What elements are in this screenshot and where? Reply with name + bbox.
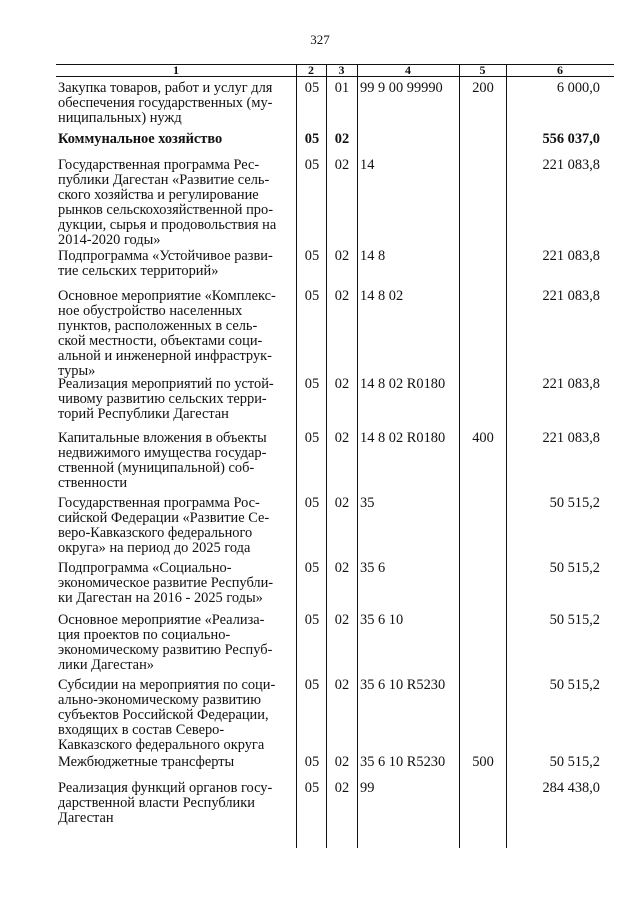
row-section: 05 bbox=[304, 430, 320, 446]
name-line: туры» bbox=[58, 363, 96, 379]
name-line: публики Дагестан «Развитие сель- bbox=[58, 172, 270, 188]
row-amount: 50 515,2 bbox=[549, 560, 600, 576]
column-divider bbox=[357, 64, 358, 848]
header-col-1: 1 bbox=[173, 63, 179, 77]
header-col-5: 5 bbox=[479, 63, 486, 77]
row-name bbox=[58, 431, 292, 491]
column-divider bbox=[506, 64, 507, 848]
name-line: дарственной власти Республики bbox=[58, 795, 255, 811]
name-line: рынков сельскохозяйственной про- bbox=[58, 202, 273, 218]
row-subsection: 01 bbox=[334, 80, 350, 96]
row-amount: 6 000,0 bbox=[556, 80, 600, 96]
row-section: 05 bbox=[304, 288, 320, 304]
name-line: обеспечения государственных (му- bbox=[58, 95, 273, 111]
row-amount: 50 515,2 bbox=[549, 612, 600, 628]
name-line: ниципальных) нужд bbox=[58, 110, 182, 126]
name-line: ное обустройство населенных bbox=[58, 303, 243, 319]
row-subsection: 02 bbox=[334, 780, 350, 796]
name-line: дукции, сырья и продовольствия на bbox=[58, 217, 277, 233]
name-line: экономическому развитию Респуб- bbox=[58, 642, 273, 658]
row-name bbox=[58, 561, 292, 606]
header-col-3: 3 bbox=[338, 63, 345, 77]
row-target: 99 9 00 99990 bbox=[360, 80, 443, 96]
row-amount: 50 515,2 bbox=[549, 677, 600, 693]
row-subsection: 02 bbox=[334, 288, 350, 304]
row-target: 14 bbox=[360, 157, 375, 173]
name-line: ского хозяйства и регулирование bbox=[58, 187, 259, 203]
row-target: 35 6 10 R5230 bbox=[360, 677, 446, 693]
row-expense-type: 200 bbox=[472, 80, 494, 96]
row-section: 05 bbox=[304, 495, 320, 511]
row-amount: 221 083,8 bbox=[542, 288, 600, 304]
name-line: входящих в состав Северо- bbox=[58, 722, 225, 738]
row-target: 14 8 02 bbox=[360, 288, 404, 304]
name-line: торий Республики Дагестан bbox=[58, 406, 229, 422]
row-target: 14 8 bbox=[360, 248, 386, 264]
row-target: 14 8 02 R0180 bbox=[360, 376, 446, 392]
row-name bbox=[58, 249, 292, 279]
row-name bbox=[58, 158, 292, 248]
row-subsection: 02 bbox=[334, 754, 350, 770]
column-divider bbox=[459, 64, 460, 848]
row-expense-type: 400 bbox=[472, 430, 494, 446]
row-name bbox=[58, 132, 292, 147]
header-col-4: 4 bbox=[405, 63, 411, 77]
row-section: 05 bbox=[304, 612, 320, 628]
row-subsection: 02 bbox=[334, 677, 350, 693]
name-line: Капитальные вложения в объекты bbox=[58, 430, 267, 446]
row-section: 05 bbox=[304, 560, 320, 576]
row-subsection: 02 bbox=[334, 376, 350, 392]
row-subsection: 02 bbox=[334, 612, 350, 628]
name-line: Коммунальное хозяйство bbox=[58, 131, 223, 147]
name-line: альной и инженерной инфраструк- bbox=[58, 348, 272, 364]
name-line: Государственная программа Рос- bbox=[58, 495, 260, 511]
row-subsection: 02 bbox=[334, 495, 350, 511]
row-subsection: 02 bbox=[334, 248, 350, 264]
row-amount: 50 515,2 bbox=[549, 754, 600, 770]
budget-table bbox=[56, 64, 614, 848]
row-target: 14 8 02 R0180 bbox=[360, 430, 446, 446]
header-col-6: 6 bbox=[557, 63, 563, 77]
row-section: 05 bbox=[304, 376, 320, 392]
name-line: 2014-2020 годы» bbox=[58, 232, 161, 248]
name-line: веро-Кавказского федерального bbox=[58, 525, 253, 541]
row-name bbox=[58, 781, 292, 826]
row-section: 05 bbox=[304, 677, 320, 693]
row-amount: 221 083,8 bbox=[542, 157, 600, 173]
row-name bbox=[58, 678, 292, 753]
page-number: 327 bbox=[310, 32, 330, 47]
name-line: округа» на период до 2025 года bbox=[58, 540, 251, 556]
name-line: Подпрограмма «Социально- bbox=[58, 560, 232, 576]
name-line: Основное мероприятие «Комплекс- bbox=[58, 288, 276, 304]
name-line: Дагестан bbox=[58, 810, 114, 826]
row-section: 05 bbox=[304, 80, 320, 96]
row-amount: 556 037,0 bbox=[542, 131, 600, 147]
name-line: сийской Федерации «Развитие Се- bbox=[58, 510, 270, 526]
name-line: ки Дагестан на 2016 - 2025 годы» bbox=[58, 590, 263, 606]
name-line: чивому развитию сельских терри- bbox=[58, 391, 267, 407]
row-name bbox=[58, 496, 292, 556]
row-subsection: 02 bbox=[334, 430, 350, 446]
row-name bbox=[58, 81, 292, 126]
name-line: ственности bbox=[58, 475, 128, 491]
name-line: пунктов, расположенных в сель- bbox=[58, 318, 258, 334]
row-section: 05 bbox=[304, 248, 320, 264]
row-subsection: 02 bbox=[334, 131, 350, 147]
name-line: Государственная программа Рес- bbox=[58, 157, 260, 173]
name-line: ской местности, объектами соци- bbox=[58, 333, 263, 349]
row-amount: 221 083,8 bbox=[542, 248, 600, 264]
name-line: Субсидии на мероприятия по соци- bbox=[58, 677, 276, 693]
row-section: 05 bbox=[304, 157, 320, 173]
name-line: недвижимого имущества государ- bbox=[58, 445, 267, 461]
row-target: 35 6 10 bbox=[360, 612, 404, 628]
row-amount: 221 083,8 bbox=[542, 430, 600, 446]
name-line: Реализация мероприятий по устой- bbox=[58, 376, 274, 392]
name-line: ция проектов по социально- bbox=[58, 627, 231, 643]
name-line: Кавказского федерального округа bbox=[58, 737, 265, 753]
name-line: Реализация функций органов госу- bbox=[58, 780, 273, 796]
row-target: 99 bbox=[360, 780, 375, 796]
row-subsection: 02 bbox=[334, 157, 350, 173]
row-name bbox=[58, 613, 292, 673]
name-line: Закупка товаров, работ и услуг для bbox=[58, 80, 273, 96]
header-bottom-border bbox=[56, 76, 614, 77]
row-target: 35 bbox=[360, 495, 375, 511]
row-amount: 284 438,0 bbox=[542, 780, 600, 796]
name-line: ально-экономическому развитию bbox=[58, 692, 261, 708]
name-line: субъектов Российской Федерации, bbox=[58, 707, 269, 723]
name-line: экономическое развитие Республи- bbox=[58, 575, 274, 591]
row-section: 05 bbox=[304, 131, 320, 147]
column-divider bbox=[326, 64, 327, 848]
name-line: ственной (муниципальной) соб- bbox=[58, 460, 255, 476]
name-line: Основное мероприятие «Реализа- bbox=[58, 612, 265, 628]
column-divider bbox=[296, 64, 297, 848]
row-section: 05 bbox=[304, 780, 320, 796]
name-line: Подпрограмма «Устойчивое разви- bbox=[58, 248, 273, 264]
row-section: 05 bbox=[304, 754, 320, 770]
row-expense-type: 500 bbox=[472, 754, 494, 770]
row-amount: 50 515,2 bbox=[549, 495, 600, 511]
row-name bbox=[58, 755, 292, 770]
row-target: 35 6 bbox=[360, 560, 386, 576]
row-amount: 221 083,8 bbox=[542, 376, 600, 392]
name-line: тие сельских территорий» bbox=[58, 263, 219, 279]
row-name bbox=[58, 289, 292, 379]
name-line: Межбюджетные трансферты bbox=[58, 754, 235, 770]
header-col-2: 2 bbox=[308, 63, 314, 77]
row-name bbox=[58, 377, 292, 422]
row-subsection: 02 bbox=[334, 560, 350, 576]
name-line: лики Дагестан» bbox=[58, 657, 154, 673]
row-target: 35 6 10 R5230 bbox=[360, 754, 446, 770]
